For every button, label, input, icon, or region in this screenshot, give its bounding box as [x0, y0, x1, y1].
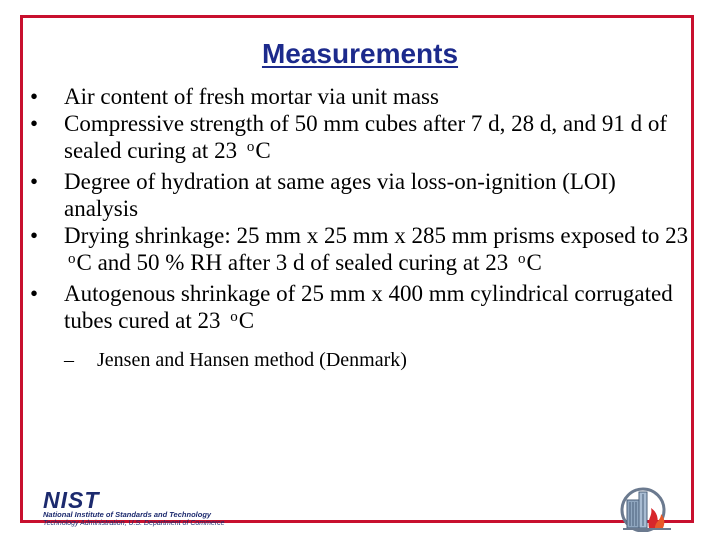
slide-title: Measurements: [261, 38, 459, 69]
sub-bullet-item: – Jensen and Hansen method (Denmark): [30, 347, 695, 374]
bullet-list: [30, 83, 695, 374]
bullet-item: • Drying shrinkage: 25 mm x 25 mm x 285 mm prisms exposed to 23 $^o$C and 50 % RH after 3 d of sealed curing at 23 $^o$C: [30, 222, 695, 280]
building-fire-research-logo-icon: [615, 480, 679, 532]
nist-logo: [43, 487, 225, 528]
bullet-item: • Autogenous shrinkage of 25 mm x 400 mm cylindrical corrugated tubes cured at 23 $^o$C: [30, 280, 695, 338]
nist-name: National Institute of Standards and Technology: [43, 510, 212, 519]
nist-wordmark: NIST: [43, 487, 100, 513]
bullet-item: • Degree of hydration at same ages via loss-on-ignition (LOI) analysis: [30, 168, 695, 222]
bullet-item: • Compressive strength of 50 mm cubes after 7 d, 28 d, and 91 d of sealed curing at 23 $^o$C: [30, 110, 695, 168]
bullet-item: • Air content of fresh mortar via unit mass: [30, 83, 695, 110]
nist-agency: Technology Administration, U.S. Department of Commerce: [43, 520, 225, 527]
